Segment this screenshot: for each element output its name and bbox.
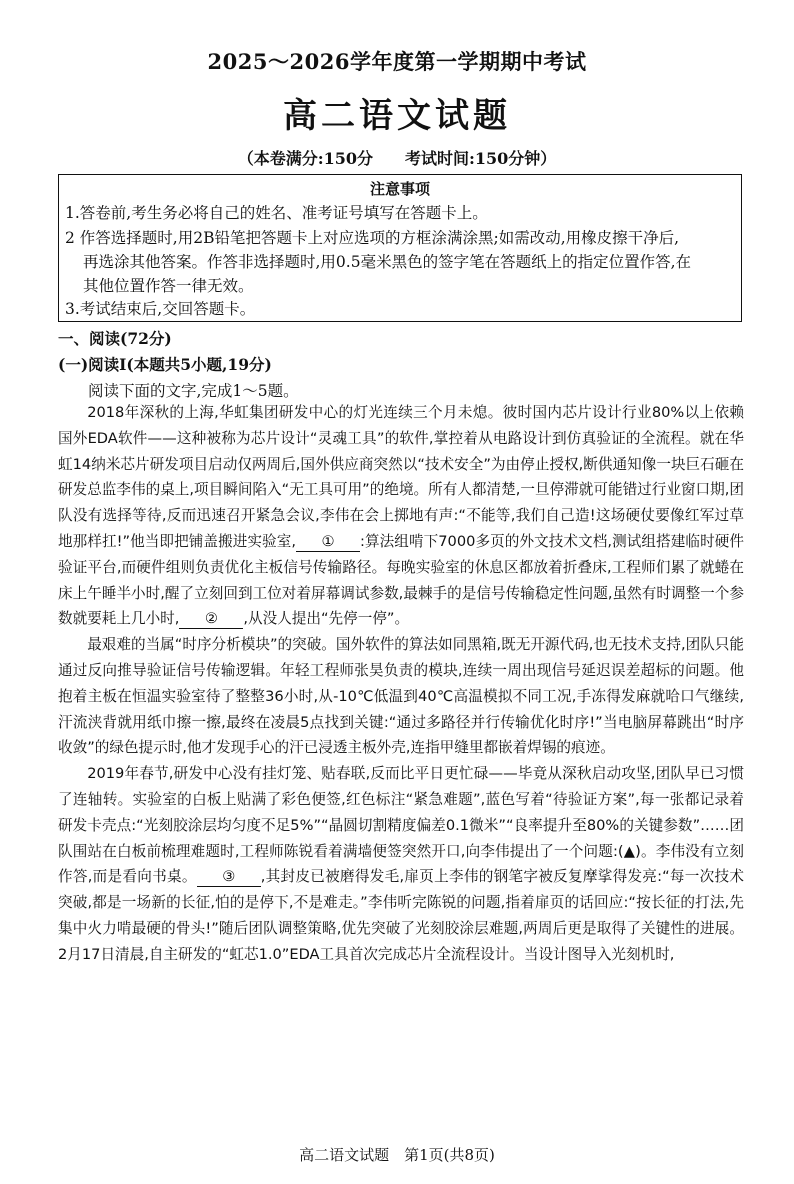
notice-item-continuation: 其他位置作答一律无效。 [83, 277, 254, 295]
passage-paragraph-2: 最艰难的当属“时序分析模块”的突破。国外软件的算法如同黑箱,既无开源代码,也无技术支持,团队只能通过反向推导验证信号传输逻辑。年轻工程师张昊负责的模块,连续一周出现信号延迟误差超标的问题。他抱着主板在恒温实验室待了整整36小时,从-10℃低温到40℃高温模拟不同工况,手冻得发麻就哈口气继续,汗流浃背就用纸巾擦一擦,最终在凌晨5点找到关键:“通过多路径并行传输优化时序!”当电脑屏幕跳出“时序收敛”的绿色提示时,他才发现手心的汗已浸透主板外壳,连指甲缝里都嵌着焊锡的痕迹。 [58, 636, 744, 757]
notice-item-text: 1.答卷前,考生务必将自己的姓名、准考证号填写在答题卡上。 [65, 204, 488, 222]
instruction-text: 阅读下面的文字,完成1～5题。 [88, 382, 299, 400]
subsection-heading: (一)阅读Ⅰ(本题共5小题,19分) [58, 355, 272, 374]
notice-title: 注意事项 [369, 180, 430, 198]
exam-meta: （本卷满分:150分 考试时间:150分钟） [237, 149, 557, 168]
notice-item-3 [65, 297, 735, 321]
reading-passage [58, 400, 744, 968]
notice-item-text: 2 作答选择题时,用2B铅笔把答题卡上对应选项的方框涂满涂黑;如需改动,用橡皮擦干净后, [65, 229, 680, 247]
notice-item-1 [65, 201, 735, 225]
passage-paragraph-1: 2018年深秋的上海,华虹集团研发中心的灯光连续三个月未熄。彼时国内芯片设计行业80%以上依赖国外EDA软件——这种被称为芯片设计“灵魂工具”的软件,掌控着从电路设计到仿真验证的全流程。就在华虹14纳米芯片研发项目启动仅两周后,国外供应商突然以“技术安全”为由停止授权,断供通知像一块巨石砸在研发总监李伟的桌上,项目瞬间陷入“无工具可用”的绝境。所有人都清楚,一旦停滞就可能错过行业窗口期,团队没有选择等待,反而迅速召开紧急会议,李伟在会上掷地有声:“不能等,我们自己造!这场硬仗要像红军过草地那样扛!”他当即把铺盖搬进实验室, ① :算法组啃下7000多页的外文技术文档,测试组搭建临时硬件验证平台,而硬件组则负责优化主板信号传输路径。每晚实验室的休息区都放着折叠床,工程师们累了就蜷在床上午睡半小时,醒了立刻回到工位对着屏幕调试参数,最棘手的是信号传输稳定性问题,虽然有时调整一个参数就要耗上几小时, ② ,从没人提出“先停一停”。 [58, 404, 744, 628]
answer-blank-1: ① [296, 533, 360, 552]
notice-item-continuation: 再选涂其他答案。作答非选择题时,用0.5毫米黑色的签字笔在答题纸上的指定位置作答,在 [83, 253, 692, 271]
notice-item-2 [65, 226, 735, 298]
paper-title: 高二语文试题 [283, 96, 511, 136]
section-heading: 一、阅读(72分) [58, 329, 172, 348]
answer-blank-2: ② [179, 610, 243, 629]
answer-blank-3: ③ [197, 868, 261, 887]
page-footer: 高二语文试题 第1页(共8页) [299, 1146, 495, 1164]
notice-item-text: 3.考试结束后,交回答题卡。 [65, 300, 256, 318]
passage-paragraph-3: 2019年春节,研发中心没有挂灯笼、贴春联,反而比平日更忙碌——毕竟从深秋启动攻坚,团队早已习惯了连轴转。实验室的白板上贴满了彩色便签,红色标注“紧急难题”,蓝色写着“待验证方案”,每一张都记录着研发卡壳点:“光刻胶涂层均匀度不足5%”“晶圆切割精度偏差0.1微米”“良率提升至80%的关键参数”……团队围站在白板前梳理难题时,工程师陈锐看着满墙便签突然开口,向李伟提出了一个问题:(▲)。李伟没有立刻作答,而是看向书桌。 ③ ,其封皮已被磨得发毛,扉页上李伟的钢笔字被反复摩挲得发亮:“每一次技术突破,都是一场新的长征,怕的是停下,不是难走。”李伟听完陈锐的问题,指着扉页的话回应:“按长征的打法,先集中火力啃最硬的骨头!”随后团队调整策略,优先突破了光刻胶涂层难题,两周后更是取得了关键性的进展。2月17日清晨,自主研发的“虹芯1.0”EDA工具首次完成芯片全流程设计。当设计图导入光刻机时, [58, 765, 745, 963]
notice-box [58, 174, 742, 322]
exam-title: 2025～2026学年度第一学期期中考试 [207, 49, 587, 74]
